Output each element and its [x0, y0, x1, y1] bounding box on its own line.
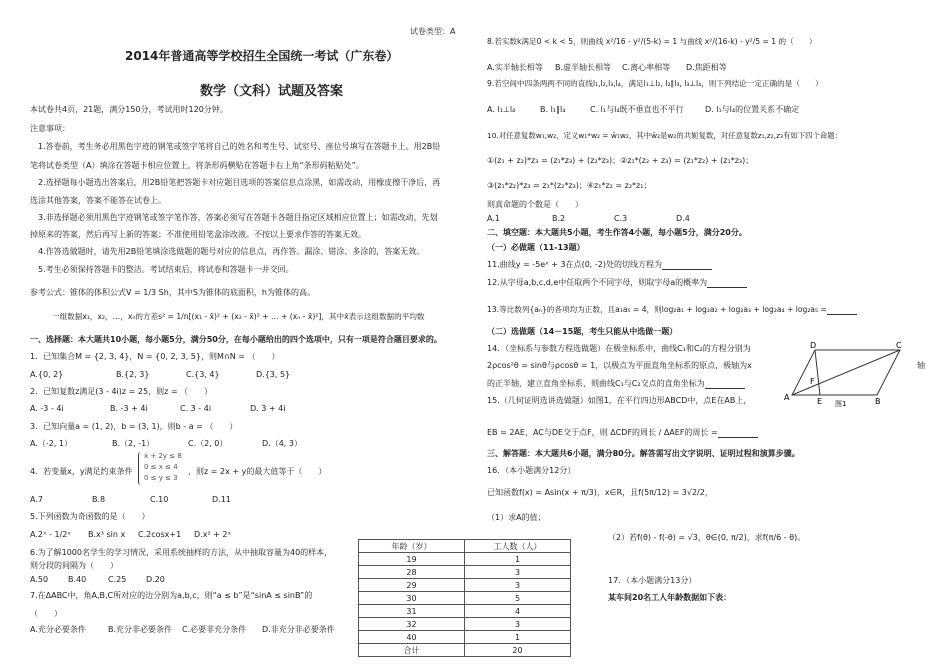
- question-14-end-text: 的正半轴，建立直角坐标系，则曲线C₁与C₂交点的直角坐标为: [487, 379, 705, 388]
- table-row: [359, 592, 571, 605]
- required-subtitle: （一）必做题（11-13题）: [487, 243, 585, 252]
- table-cell: 3: [465, 579, 571, 592]
- note-line: 5.考生必须保持答题卡的整洁。考试结束后，将试卷和答题卡一并交回。: [38, 265, 294, 274]
- figure-caption: 图1: [835, 400, 847, 408]
- table-cell: 28: [359, 566, 465, 579]
- q6-option-d: D.20: [146, 575, 165, 584]
- table-cell: 20: [465, 644, 571, 657]
- reference-formula: 参考公式：锥体的体积公式V = 1/3 Sh，其中S为锥体的底面积，h为锥体的高。: [30, 288, 315, 297]
- table-cell: 32: [359, 618, 465, 631]
- note-line: 选涂其他答案，答案不能答在试卷上。: [30, 196, 166, 205]
- question-17-body: 某车间20名工人年龄数据如下表：: [608, 593, 732, 602]
- table-cell: 40: [359, 631, 465, 644]
- question-3: 3．已知向量a = (1, 2)，b = (3, 1)，则b - a = （ ）: [30, 422, 238, 431]
- q2-option-a: A. -3 - 4i: [30, 404, 64, 413]
- question-17: 17．（本小题满分13分）: [608, 576, 697, 585]
- q6-option-a: A.50: [30, 575, 49, 584]
- q3-option-c: C.（2, 0）: [188, 439, 228, 448]
- q9-option-c: C. l₁与l₄既不垂直也不平行: [590, 105, 684, 114]
- table-cell: 合计: [359, 644, 465, 657]
- point-label-a: A: [784, 393, 790, 402]
- q1-option-d: D.{3, 5}: [256, 370, 291, 379]
- q8-option-b: B.虚半轴长相等: [555, 63, 612, 72]
- q3-option-a: A.（-2, 1）: [30, 439, 73, 448]
- q3-option-d: D.（4, 3）: [262, 439, 302, 448]
- q2-option-b: B. -3 + 4i: [110, 404, 148, 413]
- answer-blank: [827, 306, 857, 315]
- question-8: 8.若实数k满足0 < k < 5，则曲线 x²/16 - y²/(5-k) = 1 与曲线 x²/(16-k) - y²/5 = 1 的（ ）: [487, 37, 817, 46]
- q8-option-d: D.焦距相等: [686, 63, 727, 72]
- section-fill-title: 二、填空题：本大题共5小题，考生作答4小题，每小题5分，满分20分。: [487, 228, 747, 237]
- q5-option-d: D.x² + 2ˣ: [194, 530, 232, 539]
- q4-constraint-3: 0 ≤ y ≤ 3: [144, 474, 178, 482]
- note-line: 4.作答选做题时，请先用2B铅笔填涂选做题的题号对应的信息点，再作答。漏涂、错涂、多涂的，答案无效。: [38, 247, 425, 256]
- answer-blank: [662, 261, 712, 270]
- question-15: 15.（几何证明选讲选做题）如图1，在平行四边形ABCD中，点E在AB上，: [487, 396, 752, 405]
- q10-question: 则真命题的个数是（ ）: [487, 200, 583, 209]
- question-4-pre: 4．若变量x，y满足约束条件: [30, 467, 133, 476]
- table-cell: 1: [465, 631, 571, 644]
- q7-option-c: C.必要非充分条件: [182, 625, 247, 634]
- q10-option-a: A.1: [487, 214, 500, 223]
- question-1: 1．已知集合M = {2, 3, 4}，N = {0, 2, 3, 5}，则M∩N = （ ）: [30, 352, 280, 361]
- table-cell: 3: [465, 566, 571, 579]
- answer-blank: [705, 380, 745, 389]
- note-line: 3.非选择题必须用黑色字迹钢笔或签字笔作答，答案必须写在答题卡各题目指定区域相应位置上；如需改动，先划: [38, 213, 438, 222]
- question-14-cont: 2ρcos²θ = sinθ与ρcosθ = 1，以极点为平面直角坐标系的原点，极轴为x: [487, 361, 752, 370]
- q9-option-a: A. l₁⊥l₄: [487, 105, 516, 114]
- point-label-c: C: [896, 341, 902, 350]
- q4-option-a: A.7: [30, 495, 43, 504]
- section-solve-title: 三、解答题：本大题共6小题，满分80分。解答需写出文字说明、证明过程和演算步骤。: [487, 449, 800, 458]
- q5-option-a: A.2ˣ - 1/2ˣ: [30, 530, 71, 539]
- q2-option-d: D. 3 + 4i: [250, 404, 286, 413]
- point-label-f: F: [810, 377, 815, 386]
- table-cell: 3: [465, 618, 571, 631]
- q1-option-b: B.{2, 3}: [116, 370, 150, 379]
- table-cell: 5: [465, 592, 571, 605]
- table-row: [359, 566, 571, 579]
- answer-blank: [707, 279, 747, 288]
- diagonal-ac: [792, 350, 900, 395]
- question-6-cont: 则分段的间隔为（ ）: [30, 561, 118, 570]
- table-cell: 31: [359, 605, 465, 618]
- question-16-part-1: （1）求A的值；: [487, 513, 546, 522]
- q5-option-c: C.2cosx+1: [138, 530, 182, 539]
- q1-option-c: C.{3, 4}: [186, 370, 220, 379]
- question-7: 7.在ΔABC中，角A,B,C所对应的边分别为a,b,c，则“a ≤ b”是“sinA ≤ sinB”的: [30, 591, 313, 600]
- question-4-post: ，则z = 2x + y的最大值等于（ ）: [188, 467, 327, 476]
- q10-option-d: D.4: [676, 214, 690, 223]
- section-choice-title: 一、选择题：本大题共10小题，每小题5分，满分50分，在每小题给出的四个选项中，只有一项是符合题目要求的。: [30, 335, 442, 344]
- table-cell: 30: [359, 592, 465, 605]
- note-line: 2.选择题每小题选出答案后，用2B铅笔把答题卡对应题目选项的答案信息点涂黑，如需改动，用橡皮擦干净后，再: [38, 178, 441, 187]
- question-13-text: 13.等比数列{aₙ}的各项均为正数，且a₁a₅ = 4，则log₂a₁ + log₂a₂ + log₂a₃ + log₂a₄ + log₂a₅ =: [487, 305, 827, 314]
- q8-option-a: A.实半轴长相等: [487, 63, 543, 72]
- q4-constraint-1: x + 2y ≤ 8: [144, 452, 182, 460]
- answer-blank: [718, 429, 758, 438]
- table-cell: 1: [465, 553, 571, 566]
- question-2: 2．已知复数z满足(3 - 4i)z = 25，则z = （ ）: [30, 387, 213, 396]
- table-cell: 29: [359, 579, 465, 592]
- question-6: 6.为了解1000名学生的学习情况，采用系统抽样的方法，从中抽取容量为40的样本，: [30, 548, 333, 557]
- exam-type: 试卷类型：A: [410, 27, 456, 36]
- intro-text: 本试卷共4页，21题，满分150分，考试用时120分钟。: [30, 105, 228, 114]
- table-row: [359, 553, 571, 566]
- question-13: [487, 304, 857, 315]
- q4-constraint-2: 0 ≤ x ≤ 4: [144, 463, 178, 471]
- optional-subtitle: （二）选做题（14－15题，考生只能从中选做一题）: [487, 327, 678, 336]
- table-row: [359, 579, 571, 592]
- question-12: [487, 277, 747, 288]
- question-7-cont: （ ）: [30, 609, 62, 618]
- q10-option-b: B.2: [552, 214, 566, 223]
- point-label-d: D: [810, 341, 817, 350]
- question-14-axis: 轴: [917, 361, 925, 370]
- q1-option-a: A.{0, 2}: [30, 370, 64, 379]
- q5-option-b: B.x³ sin x: [88, 530, 126, 539]
- parallelogram-figure: [782, 340, 912, 410]
- q7-option-b: B.充分非必要条件: [108, 625, 173, 634]
- q8-option-c: C.离心率相等: [622, 63, 671, 72]
- q4-constraint-brace: [138, 452, 143, 485]
- q7-option-d: D.非充分非必要条件: [262, 625, 335, 634]
- table-row: [359, 644, 571, 657]
- q4-option-c: C.10: [150, 495, 169, 504]
- question-15-cont: [487, 427, 758, 438]
- question-9: 9.若空间中四条两两不同的直线l₁,l₂,l₃,l₄，满足l₁⊥l₂, l₂∥l₃, l₃⊥l₄，则下列结论一定正确的是（ ）: [487, 79, 823, 88]
- note-line: 笔将试卷类型（A）填涂在答题卡相应位置上。将条形码横贴在答题卡右上角“条形码粘贴处”。: [30, 161, 364, 170]
- page-subtitle: 数学（文科）试题及答案: [200, 84, 344, 99]
- question-14: 14．（坐标系与参数方程选做题）在极坐标系中，曲线C₁和C₂的方程分别为: [487, 344, 751, 353]
- table-row: [359, 631, 571, 644]
- point-label-e: E: [817, 397, 823, 406]
- q10-propositions-3-4: ③(z₁*z₂)*z₃ = z₁*(z₂*z₃)；④z₁*z₂ = z₂*z₁；: [487, 181, 652, 190]
- table-row: [359, 618, 571, 631]
- q2-option-c: C. 3 - 4i: [180, 404, 212, 413]
- q7-option-a: A.充分必要条件: [30, 625, 86, 634]
- q6-option-b: B.40: [68, 575, 87, 584]
- question-12-text: 12.从字母a,b,c,d,e中任取两个不同字母，则取字母a的概率为: [487, 278, 708, 287]
- note-line: 1.答卷前，考生务必用黑色字迹的钢笔或签字笔将自己的姓名和考生号、试室号、座位号填写在答题卡上。用2B铅: [38, 142, 441, 151]
- q10-option-c: C.3: [614, 214, 628, 223]
- question-16: 16．（本小题满分12分）: [487, 466, 576, 475]
- q6-option-c: C.25: [108, 575, 127, 584]
- question-16-part-2: （2）若f(θ) - f(-θ) = √3，θ∈(0, π/2)，求f(π/6 - θ)。: [608, 533, 806, 542]
- variance-formula: 一组数据x₁，x₂，…，xₙ的方差s² = 1/n[(x₁ - x̄)² + (x₂ - x̄)² + … + (xₙ - x̄)²]，其中x̄表示这组数据的平均数: [52, 312, 425, 321]
- q10-propositions-1-2: ①(z₁ + z₂)*z₃ = (z₁*z₃) + (z₂*z₃)；②z₁*(z₂ + z₃) = (z₁*z₂) + (z₁*z₃)；: [487, 156, 754, 165]
- question-11-text: 11.曲线y = -5eˣ + 3在点(0, -2)处的切线方程为: [487, 260, 662, 269]
- question-14-end: [487, 378, 745, 389]
- question-15-cont-text: EB = 2AE，AC与DE交于点F，则 ΔCDF的周长 / ΔAEF的周长 =: [487, 428, 718, 437]
- table-header: 工人数（人）: [465, 540, 571, 553]
- point-label-b: B: [875, 397, 881, 406]
- page-title: 2014年普通高等学校招生全国统一考试（广东卷）: [125, 49, 399, 63]
- q4-option-b: B.8: [92, 495, 106, 504]
- q3-option-b: B.（2, -1）: [112, 439, 155, 448]
- q9-option-b: B. l₁∥l₄: [540, 105, 566, 114]
- table-header-row: [359, 540, 571, 553]
- table-header: 年龄（岁）: [359, 540, 465, 553]
- question-10: 10.对任意复数w₁,w₂，定义w₁*w₂ = w̄₁w₂，其中w̄₂是w₂的共轭复数，对任意复数z₁,z₂,z₃有如下四个命题：: [487, 131, 843, 140]
- question-5: 5.下列函数为奇函数的是（ ）: [30, 512, 150, 521]
- question-11: [487, 259, 712, 270]
- question-16-body: 已知函数f(x) = Asin(x + π/3)，x∈R，且f(5π/12) = 3√2/2，: [487, 488, 713, 497]
- age-table: [358, 539, 571, 657]
- q4-option-d: D.11: [212, 495, 231, 504]
- table-cell: 19: [359, 553, 465, 566]
- table-cell: 4: [465, 605, 571, 618]
- note-line: 掉原来的答案，然后再写上新的答案；不准使用铅笔盒涂改液。不按以上要求作答的答案无效。: [30, 230, 366, 239]
- table-row: [359, 605, 571, 618]
- segment-de: [815, 350, 820, 395]
- q9-option-d: D. l₁与l₄的位置关系不确定: [705, 105, 800, 114]
- notes-title: 注意事项：: [30, 124, 70, 133]
